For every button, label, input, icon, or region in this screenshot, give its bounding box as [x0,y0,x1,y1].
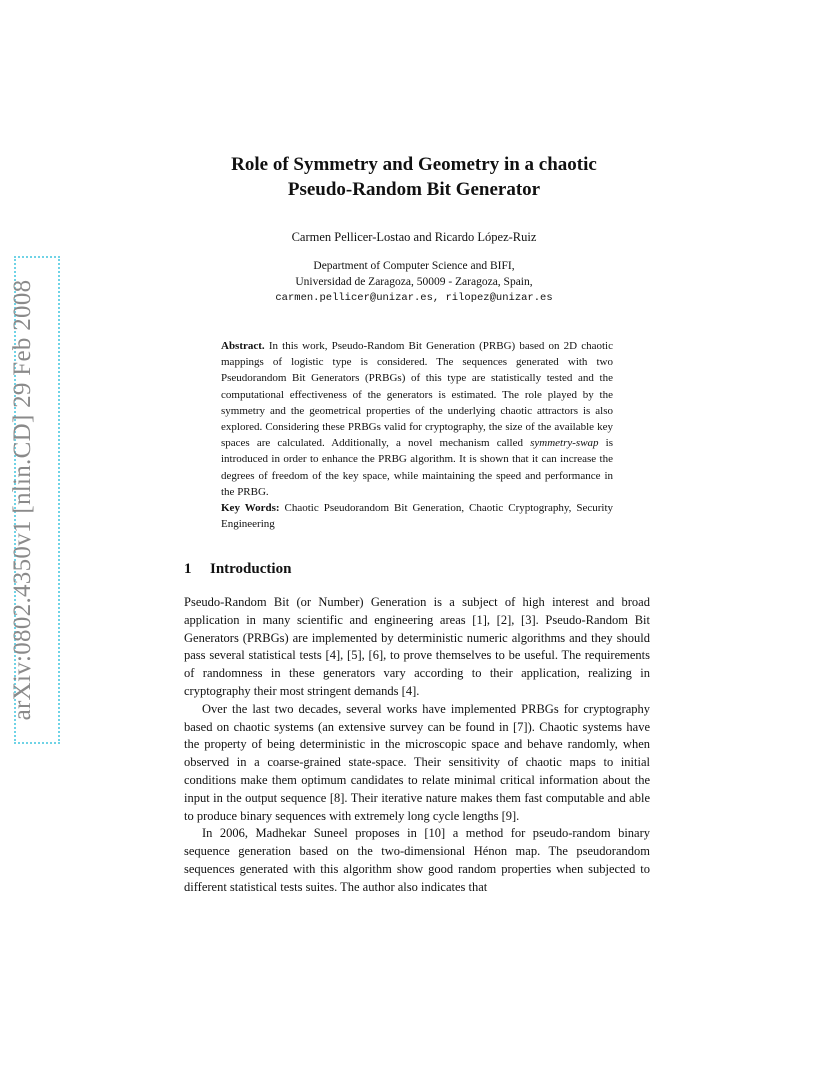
abstract-body [221,338,613,500]
affiliation-line-2: Universidad de Zaragoza, 50009 - Zaragoza, Spain, [295,276,533,288]
affiliation [150,258,678,306]
title-line-1: Role of Symmetry and Geometry in a chaotic [231,154,597,175]
abstract-emphasis: symmetry-swap [530,437,599,450]
paragraph: Over the last two decades, several works have implemented PRBGs for cryptography based on chaotic systems (an extensive survey can be found in [7]). Chaotic systems have the property of being deterministic in the microscopic space and behave randomly, when observed in a coarse-grained state-space. Their sensitivity of chaotic maps to initial conditions make them optimum candidates to relate minimal critical information about the input in the output sequence [8]. Their iterative nature makes them fast computable and able to produce binary sequences with extremely long cycle lengths [9]. [184,701,650,823]
section-heading [184,559,291,579]
authors: Carmen Pellicer-Lostao and Ricardo López-Ruiz [291,230,537,244]
section-number: 1 [184,561,192,577]
keywords [221,500,613,532]
abstract-label: Abstract. [221,340,265,352]
paragraph: In 2006, Madhekar Suneel proposes in [10] a method for pseudo-random binary sequence generation based on the two-dimensional Hénon map. The pseudorandom sequences generated with this algorithm show good random properties when subjected to different statistical tests suites. The author also indicates that [184,826,650,894]
author-emails: carmen.pellicer@unizar.es, rilopez@unizar.es [275,292,553,304]
paragraph: Pseudo-Random Bit (or Number) Generation is a subject of high interest and broad application in many scientific and engineering areas [1], [2], [3]. Pseudo-Random Bit Generators (PRBGs) are implemented by deterministic numeric algorithms and they should pass several statistical tests [4], [5], [6], to prove themselves to be useful. The requirements of randomness in these generators vary according to their application, realizing in cryptography their most stringent demands [4]. [184,595,650,698]
title-line-2: Pseudo-Random Bit Generator [287,179,541,200]
affiliation-line-1: Department of Computer Science and BIFI, [313,260,515,272]
paper-title [150,152,678,202]
section-title: Introduction [210,561,292,577]
keywords-label: Key Words: [221,502,280,515]
abstract-text-after: is introduced in order to enhance the PRBG algorithm. It is shown that it can increase the degrees of freedom of the key space, while maintaining the speed and performance in the PRBG. [221,437,614,498]
keywords-text: Chaotic Pseudorandom Bit Generation, Chaotic Cryptography, Security Engineering [221,502,613,531]
abstract-text-before: In this work, Pseudo-Random Bit Generation (PRBG) based on 2D chaotic mappings of logistic type is considered. The sequences generated with two Pseudorandom Bit Generators (PRBGs) of this type are statistically tested and the computational effectiveness of the generators is estimated. The role played by the symmetry and the geometrical properties of the underlying chaotic attractors is also explored. Considering these PRBGs valid for cryptography, the size of the available key spaces are calculated. Additionally, a novel mechanism called [221,340,613,450]
body-text [184,594,650,897]
arxiv-stamp: arXiv:0802.4350v1 [nlin.CD] 29 Feb 2008 [9,279,36,721]
abstract [221,338,613,532]
